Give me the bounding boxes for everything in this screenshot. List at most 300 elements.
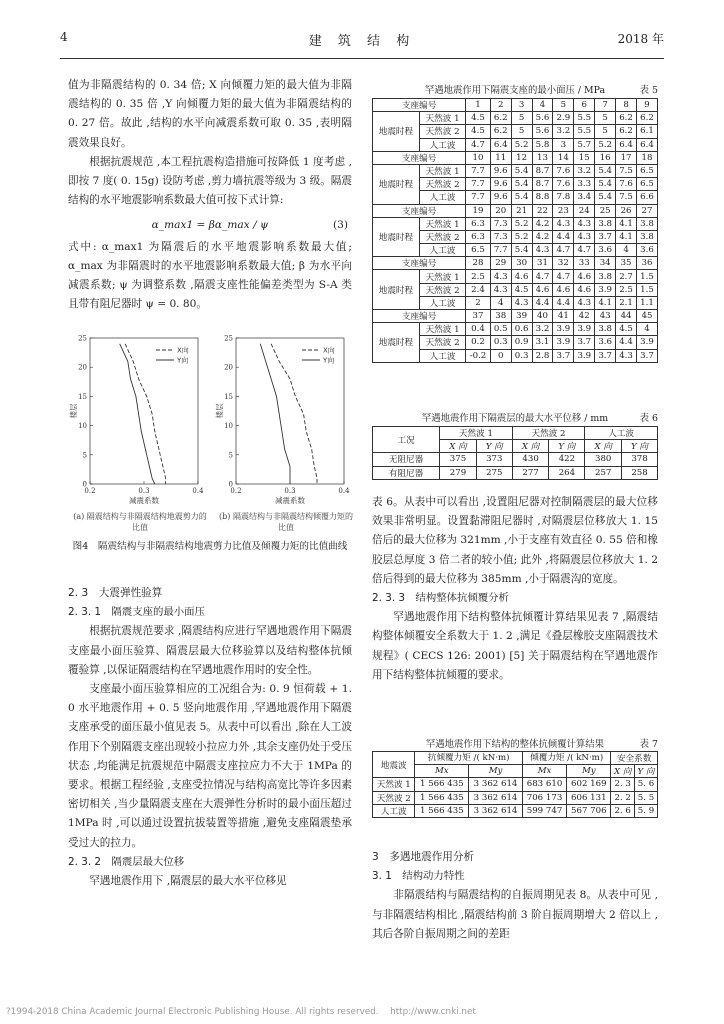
table6-group-header: 人工波 [585, 427, 658, 440]
table5-wave-label: 天然波 1 [419, 270, 465, 283]
y-tick-label: 10 [224, 422, 233, 431]
table5-cell: 5.8 [532, 138, 553, 151]
y-axis-label: 楼层 [215, 403, 224, 419]
table5-cell: 1.5 [637, 283, 658, 296]
table5-cell: 4.6 [553, 283, 574, 296]
table5-cell: 3.9 [553, 323, 574, 336]
x-tick-label: 0.4 [338, 487, 350, 495]
paragraph: 罕遇地震作用下结构整体抗倾覆计算结果见表 7 ,隔震结构整体倾覆安全系数大于 1. 2 ,满足《叠层橡胶支座隔震技术规程》( CECS 126: 2001) [5] 关于隔震结构在罕遇地震作用下结构整体抗倾覆的要求。 [372, 611, 658, 681]
table5 [372, 98, 658, 363]
header-rule [60, 58, 664, 59]
table6-caption [372, 410, 658, 424]
table5-id-cell: 4 [532, 99, 553, 112]
table5-cell: 9.6 [490, 164, 511, 177]
page-number: 4 [60, 30, 68, 44]
table5-id-cell: 8 [616, 99, 637, 112]
table5-id-cell: 22 [532, 204, 553, 217]
table5-id-cell: 36 [637, 257, 658, 270]
table5-cell: 0.3 [490, 336, 511, 349]
table5-cell: 4.6 [574, 283, 595, 296]
legend-label: Y向 [177, 356, 189, 365]
table5-cell: 4.4 [553, 230, 574, 243]
table7-col0: 地震波 [373, 752, 415, 778]
table7-row-label: 天然波 2 [373, 791, 415, 804]
subcaption-a: (a) 隔震结构与非隔震结构地震剪力的比值 [73, 512, 207, 532]
table5-cell: 4.3 [490, 283, 511, 296]
table5-cell: 3.9 [574, 349, 595, 362]
table6-group-header: 天然波 1 [440, 427, 513, 440]
legend-label: Y向 [323, 356, 335, 365]
table5-id-cell: 3 [511, 99, 532, 112]
x-tick-label: 0.3 [138, 487, 150, 495]
table6-cell: 257 [585, 466, 622, 479]
table5-cell: 4.4 [616, 336, 637, 349]
table5-cell: 1.5 [637, 270, 658, 283]
table5-id-cell: 11 [490, 151, 511, 164]
table5-id-cell: 7 [595, 99, 616, 112]
table5-cell: 4.6 [511, 270, 532, 283]
table5-cell: 8.7 [532, 164, 553, 177]
table7-row [373, 804, 658, 817]
table7-cell: 1 566 435 [415, 804, 469, 817]
table5-row-label: 支座编号 [373, 151, 466, 164]
table5-id-cell: 10 [466, 151, 491, 164]
series-line-x [125, 344, 166, 484]
table5-wave-label: 人工波 [419, 349, 465, 362]
table5-cell: 7.7 [490, 244, 511, 257]
table5-id-cell: 38 [490, 310, 511, 323]
legend-label: X向 [323, 346, 335, 355]
table5-cell: 4.3 [574, 217, 595, 230]
equation-body: α_max1 = βα_max / ψ [151, 219, 269, 232]
table5-group-label: 地震时程 [373, 217, 420, 257]
table5-cell: 6.4 [637, 138, 658, 151]
table5-cell: 0.6 [511, 323, 532, 336]
table5-cell: 3.7 [553, 349, 574, 362]
table7-sub-header: My [469, 765, 523, 778]
table5-cell: 4.3 [532, 244, 553, 257]
table5-id-cell: 42 [574, 310, 595, 323]
table5-row-label: 支座编号 [373, 257, 466, 270]
table5-cell: 4.7 [553, 244, 574, 257]
table5-cell: 4.5 [466, 125, 491, 138]
table5-cell: 3.9 [637, 336, 658, 349]
table5-group-label: 地震时程 [373, 164, 420, 204]
table5-data-row [373, 217, 658, 230]
table5-id-cell: 40 [532, 310, 553, 323]
table5-cell: 6.2 [616, 125, 637, 138]
right-column-bottom [372, 848, 658, 944]
table5-id-cell: 14 [553, 151, 574, 164]
section-heading-2-3-2: 2. 3. 2 隔震层最大位移 [68, 855, 185, 868]
table5-cell: 5.4 [595, 191, 616, 204]
table5-id-row [373, 257, 658, 270]
table5-group-label: 地震时程 [373, 112, 420, 152]
table5-cell: 3.8 [595, 270, 616, 283]
table5-caption [372, 82, 658, 96]
table5-data-row [373, 164, 658, 177]
section-heading-2-3-3: 2. 3. 3 结构整体抗倾覆分析 [372, 592, 509, 605]
table5-group-label: 地震时程 [373, 270, 420, 310]
table6-dir-header: X 向 [512, 440, 549, 453]
table5-cell: 0 [490, 349, 511, 362]
table5-cell: 3.7 [574, 336, 595, 349]
table5-cell: 7.3 [490, 230, 511, 243]
table5-cell: 7.7 [466, 164, 491, 177]
table7-cell: 3 362 614 [469, 778, 523, 791]
y-tick-label: 5 [82, 451, 87, 460]
table7-cell: 2. 3 [611, 778, 635, 791]
table5-cell: 4.3 [616, 349, 637, 362]
y-tick-label: 0 [82, 480, 87, 489]
table5-cell: 8.8 [532, 191, 553, 204]
table5-id-cell: 29 [490, 257, 511, 270]
table5-wave-label: 天然波 1 [419, 217, 465, 230]
table7-row-label: 人工波 [373, 804, 415, 817]
table5-cell: -0.2 [466, 349, 491, 362]
table5-id-cell: 19 [466, 204, 491, 217]
section-heading-2-3: 2. 3 大震弹性验算 [68, 587, 163, 599]
table5-cell: 4.5 [466, 112, 491, 125]
table5-id-cell: 35 [616, 257, 637, 270]
table5-cell: 2.8 [532, 349, 553, 362]
table5-cell: 3 [553, 138, 574, 151]
table5-id-cell: 31 [532, 257, 553, 270]
table5-id-cell: 15 [574, 151, 595, 164]
table5-cell: 9.6 [490, 178, 511, 191]
table6-dir-header: X 向 [585, 440, 622, 453]
table6-row-label: 无阻尼器 [373, 453, 440, 466]
paragraph: 根据抗震规范要求 ,隔震结构应进行罕遇地震作用下隔震支座最小面压验算、隔震层最大位移验算以及结构整体抗倾覆验算 ,以保证隔震结构在罕遇地震作用时的安全性。 [68, 625, 352, 676]
table5-cell: 6.2 [490, 125, 511, 138]
figure-caption: 图4 隔震结构与非隔震结构地震剪力比值及倾覆力矩的比值曲线 [72, 541, 348, 552]
paragraph: 罕遇地震作用下 ,隔震层的最大水平位移见 [89, 875, 287, 888]
table6-col0: 工况 [373, 427, 440, 453]
table5-cell: 3.6 [637, 244, 658, 257]
table5-cell: 3.8 [637, 217, 658, 230]
table5-cell: 4.2 [532, 217, 553, 230]
paragraph: 式中: α_max1 为隔震后的水平地震影响系数最大值; α_max 为非隔震时的水平地震影响系数最大值; β 为水平向减震系数; ψ 为调整系数 ,隔震支座性能偏差类型为 S-A 类且带有阻尼器时 ψ = 0. 80。 [68, 240, 352, 311]
paragraph: 表 6。从表中可以看出 ,设置阻尼器对控制隔震层的最大位移效果非常明显。设置黏滞阻尼器时 ,对隔震层位移放大 1. 15 倍后的最大位移为 321mm ,小于支座有效直径 0. 55 倍和橡胶层总厚度 3 倍二者的较小值; 此外 ,将隔震层位移放大 1. 2 倍后得到的最大位移为 385mm ,小于隔震沟的宽度。 [372, 496, 658, 585]
table5-cell: 5.4 [595, 178, 616, 191]
table6-number: 表 6 [639, 413, 658, 424]
table5-cell: 5.2 [511, 138, 532, 151]
paragraph: 支座最小面压验算相应的工况组合为: 0. 9 恒荷载 + 1. 0 水平地震作用 + 0. 5 竖向地震作用 ,罕遇地震作用下隔震支座承受的面压最小值见表 5。从表中可以看出 ,除在人工波作用下个别隔震支座出现较小拉应力外 ,其余支座仍处于受压状态 ,均能满足抗震规范中隔震支座拉应力不大于 1MPa 的要求。根据工程经验 ,支座受拉情况与结构高宽比等许多因素密切相关 ,当少量隔震支座在大震弹性分析时的最小面压超过 1MPa 时 ,可以通过设置抗拔装置等措施 ,避免支座隔震垫承受过大的拉力。 [68, 683, 352, 849]
table5-cell: 9.6 [490, 191, 511, 204]
table5-cell: 3.9 [553, 336, 574, 349]
table7-cell: 683 610 [522, 778, 566, 791]
table5-cell: 5 [595, 112, 616, 125]
table5-cell: 5.6 [532, 112, 553, 125]
table5-cell: 1.1 [637, 296, 658, 309]
table5-cell: 3.9 [595, 283, 616, 296]
table5-cell: 5.2 [511, 217, 532, 230]
table5-cell: 3.7 [595, 230, 616, 243]
paragraph: 根据抗震规范 ,本工程抗震构造措施可按降低 1 度考虑 ,即按 7 度( 0. 15g) 设防考虑 ,剪力墙抗震等级为 3 级。隔震结构的水平地震影响系数最大值可按下式计算: [68, 155, 352, 207]
table5-id-cell: 25 [595, 204, 616, 217]
section-heading-3-1: 3. 1 结构动力特性 [372, 870, 465, 883]
table5-cell: 3.2 [532, 323, 553, 336]
table5-id-cell: 32 [553, 257, 574, 270]
table5-data-row [373, 270, 658, 283]
table6-cell: 422 [549, 453, 585, 466]
x-tick-label: 0.3 [284, 487, 296, 495]
table7-group-header: 倾覆力矩 /( kN·m) [522, 752, 611, 765]
table7-cell: 706 173 [522, 791, 566, 804]
table5-id-cell: 45 [637, 310, 658, 323]
table5-cell: 6.2 [616, 112, 637, 125]
table6-cell: 378 [622, 453, 658, 466]
table5-cell: 4.4 [553, 296, 574, 309]
table5-cell: 0.5 [490, 323, 511, 336]
table5-cell: 0.4 [466, 323, 491, 336]
table6-title: 罕遇地震作用下隔震层的最大水平位移 / mm [421, 413, 609, 424]
table6-dir-header: Y 向 [549, 440, 585, 453]
table5-cell: 3.2 [574, 164, 595, 177]
table5-cell: 5.6 [532, 125, 553, 138]
table7-cell: 567 706 [567, 804, 611, 817]
table6-row-label: 有阻尼器 [373, 466, 440, 479]
table5-cell: 0.2 [466, 336, 491, 349]
journal-year: 2018 年 [617, 32, 664, 46]
table5-id-cell: 17 [616, 151, 637, 164]
table5-cell: 7.5 [616, 191, 637, 204]
table5-cell: 7.3 [490, 217, 511, 230]
table5-cell: 5.7 [574, 138, 595, 151]
table5-id-cell: 18 [637, 151, 658, 164]
table5-cell: 0.3 [511, 349, 532, 362]
table5-id-cell: 44 [616, 310, 637, 323]
subcaption-b: (b) 隔震结构与非隔震结构倾覆力矩的比值 [219, 512, 353, 532]
table7-sub-header: Mx [522, 765, 566, 778]
table5-cell: 4.7 [466, 138, 491, 151]
table5-cell: 4.6 [574, 270, 595, 283]
table5-cell: 5 [511, 125, 532, 138]
table5-cell: 4.3 [574, 296, 595, 309]
table5-data-row [373, 112, 658, 125]
table5-cell: 3.3 [574, 178, 595, 191]
table5-id-cell: 33 [574, 257, 595, 270]
table5-cell: 5.5 [574, 112, 595, 125]
table5-cell: 3.4 [574, 191, 595, 204]
table5-cell: 7.7 [466, 178, 491, 191]
table5-id-cell: 23 [553, 204, 574, 217]
table5-cell: 7.6 [553, 164, 574, 177]
table5-cell: 5.4 [511, 178, 532, 191]
table7-cell: 5. 9 [634, 804, 657, 817]
table5-wave-label: 人工波 [419, 191, 465, 204]
table5-cell: 6.5 [637, 178, 658, 191]
table5-cell: 4.7 [553, 270, 574, 283]
table5-cell: 4.7 [574, 244, 595, 257]
table7-sub-header: My [567, 765, 611, 778]
x-tick-label: 0.2 [230, 487, 242, 495]
table7-cell: 2. 6 [611, 804, 635, 817]
table5-id-cell: 27 [637, 204, 658, 217]
table6-cell: 275 [476, 466, 512, 479]
y-tick-label: 25 [224, 334, 233, 343]
x-axis-label: 减震系数 [275, 496, 305, 505]
table5-cell: 3.8 [595, 217, 616, 230]
table5-cell: 4.1 [595, 296, 616, 309]
table7-cell: 602 169 [567, 778, 611, 791]
page-header [60, 30, 664, 52]
table7-cell: 2. 2 [611, 791, 635, 804]
table5-cell: 5.4 [511, 164, 532, 177]
chart-shear-ratio [68, 332, 208, 512]
table5-cell: 6.3 [466, 230, 491, 243]
table5-cell: 7.6 [616, 178, 637, 191]
table5-cell: 5 [595, 125, 616, 138]
table6-dir-header: Y 向 [622, 440, 658, 453]
table5-cell: 3.6 [595, 244, 616, 257]
table5-cell: 4.4 [532, 296, 553, 309]
table7-cell: 3 362 614 [469, 804, 523, 817]
table7-cell: 5. 5 [634, 791, 657, 804]
y-tick-label: 15 [224, 392, 233, 401]
table5-id-cell: 2 [490, 99, 511, 112]
table5-id-cell: 21 [511, 204, 532, 217]
y-axis-label: 楼层 [69, 403, 78, 419]
table5-cell: 3.1 [532, 336, 553, 349]
table5-cell: 6.4 [490, 138, 511, 151]
table7-sub-header: Mx [415, 765, 469, 778]
table6-cell: 279 [440, 466, 477, 479]
right-column-middle [372, 493, 658, 685]
table5-id-cell: 6 [574, 99, 595, 112]
table6-cell: 258 [622, 466, 658, 479]
section-heading-2-3-1: 2. 3. 1 隔震支座的最小面压 [68, 606, 205, 619]
table5-cell: 4.3 [511, 296, 532, 309]
table6-cell: 277 [512, 466, 549, 479]
table5-cell: 5.4 [511, 244, 532, 257]
table5-id-cell: 24 [574, 204, 595, 217]
paragraph: 非隔震结构与隔震结构的自振周期见表 8。从表中可见 ,与非隔震结构相比 ,隔震结构前 3 阶自振周期增大 2 倍以上 ,其后各阶自振周期之间的差距 [372, 889, 658, 940]
table5-wave-label: 天然波 1 [419, 323, 465, 336]
table5-cell: 6.2 [637, 112, 658, 125]
table5-id-cell: 37 [466, 310, 491, 323]
table5-number: 表 5 [639, 85, 658, 96]
table6-group-header: 天然波 2 [512, 427, 585, 440]
copyright-footer: ?1994-2018 China Academic Journal Electronic Publishing House. All rights reserved. http://www.cnki.net [6, 1007, 476, 1017]
table5-row-label: 支座编号 [373, 310, 466, 323]
table5-id-cell: 13 [532, 151, 553, 164]
table6-dir-header: X 向 [440, 440, 477, 453]
table6-header-row [373, 427, 658, 440]
table6-cell: 373 [476, 453, 512, 466]
series-line-y [120, 344, 155, 484]
table7-subheader-row [373, 765, 658, 778]
table5-cell: 4.2 [532, 230, 553, 243]
table5-cell: 7.8 [553, 191, 574, 204]
table7-group-header: 安全系数 [611, 752, 658, 765]
section-heading-3: 3 多遇地震作用分析 [372, 851, 475, 863]
table5-cell: 4.1 [616, 217, 637, 230]
table5-cell: 7.6 [553, 178, 574, 191]
table5-cell: 6.2 [490, 112, 511, 125]
table5-cell: 4.3 [574, 230, 595, 243]
table5-cell: 6.5 [466, 244, 491, 257]
series-line-x [271, 344, 317, 484]
table5-cell: 6.5 [637, 164, 658, 177]
x-tick-label: 0.2 [84, 487, 96, 495]
table7-row-label: 天然波 1 [373, 778, 415, 791]
table5-cell: 5.5 [574, 125, 595, 138]
table5-data-row [373, 323, 658, 336]
table5-group-label: 地震时程 [373, 323, 420, 363]
table5-wave-label: 天然波 2 [419, 230, 465, 243]
table5-cell: 2.4 [466, 283, 491, 296]
table5-cell: 4 [490, 296, 511, 309]
table5-id-cell: 1 [466, 99, 491, 112]
table5-wave-label: 人工波 [419, 296, 465, 309]
table7-cell: 599 747 [522, 804, 566, 817]
left-column-top [68, 76, 352, 314]
table5-wave-label: 人工波 [419, 138, 465, 151]
table5-id-cell: 5 [553, 99, 574, 112]
table5-cell: 3.8 [637, 230, 658, 243]
y-tick-label: 25 [78, 334, 87, 343]
table5-cell: 4.3 [553, 217, 574, 230]
table5-cell: 4.5 [511, 283, 532, 296]
left-column-bottom [68, 584, 352, 891]
table5-cell: 0.9 [511, 336, 532, 349]
table7 [372, 751, 658, 818]
table5-cell: 4.6 [532, 283, 553, 296]
table7-header-row [373, 752, 658, 765]
table5-id-cell: 30 [511, 257, 532, 270]
table7-row [373, 778, 658, 791]
table5-cell: 4.5 [616, 323, 637, 336]
table5-cell: 4.1 [616, 230, 637, 243]
table5-id-cell: 20 [490, 204, 511, 217]
table7-cell: 3 362 614 [469, 791, 523, 804]
table5-cell: 6.1 [637, 125, 658, 138]
table7-title: 罕遇地震作用下结构的整体抗倾覆计算结果 [425, 739, 605, 750]
y-tick-label: 20 [78, 363, 87, 372]
table5-cell: 5.2 [595, 138, 616, 151]
table5-id-cell: 34 [595, 257, 616, 270]
table5-cell: 7.5 [616, 164, 637, 177]
table5-cell: 5 [511, 112, 532, 125]
table5-id-cell: 39 [511, 310, 532, 323]
table6 [372, 426, 658, 480]
series-line-y [260, 344, 290, 484]
table5-cell: 2.1 [616, 296, 637, 309]
table7-cell: 1 566 435 [415, 778, 469, 791]
table7-group-header: 抗倾覆力矩 /( kN·m) [415, 752, 522, 765]
table5-cell: 3.8 [595, 323, 616, 336]
table5-title: 罕遇地震作用下隔震支座的最小面压 / MPa [424, 85, 606, 96]
table5-cell: 5.4 [511, 191, 532, 204]
table7-row [373, 791, 658, 804]
table5-id-row [373, 310, 658, 323]
table5-cell: 2 [466, 296, 491, 309]
legend-label: X向 [177, 346, 189, 355]
table5-id-row [373, 151, 658, 164]
table5-id-cell: 9 [637, 99, 658, 112]
y-tick-label: 20 [224, 363, 233, 372]
table5-id-cell: 43 [595, 310, 616, 323]
table5-cell: 4.3 [490, 270, 511, 283]
table5-cell: 3.2 [553, 125, 574, 138]
chart-overturning-ratio [214, 332, 354, 512]
table5-cell: 4 [637, 323, 658, 336]
table5-cell: 4.7 [532, 270, 553, 283]
table7-cell: 5. 6 [634, 778, 657, 791]
table7-sub-header: Y 向 [634, 765, 657, 778]
table5-cell: 3.7 [637, 349, 658, 362]
